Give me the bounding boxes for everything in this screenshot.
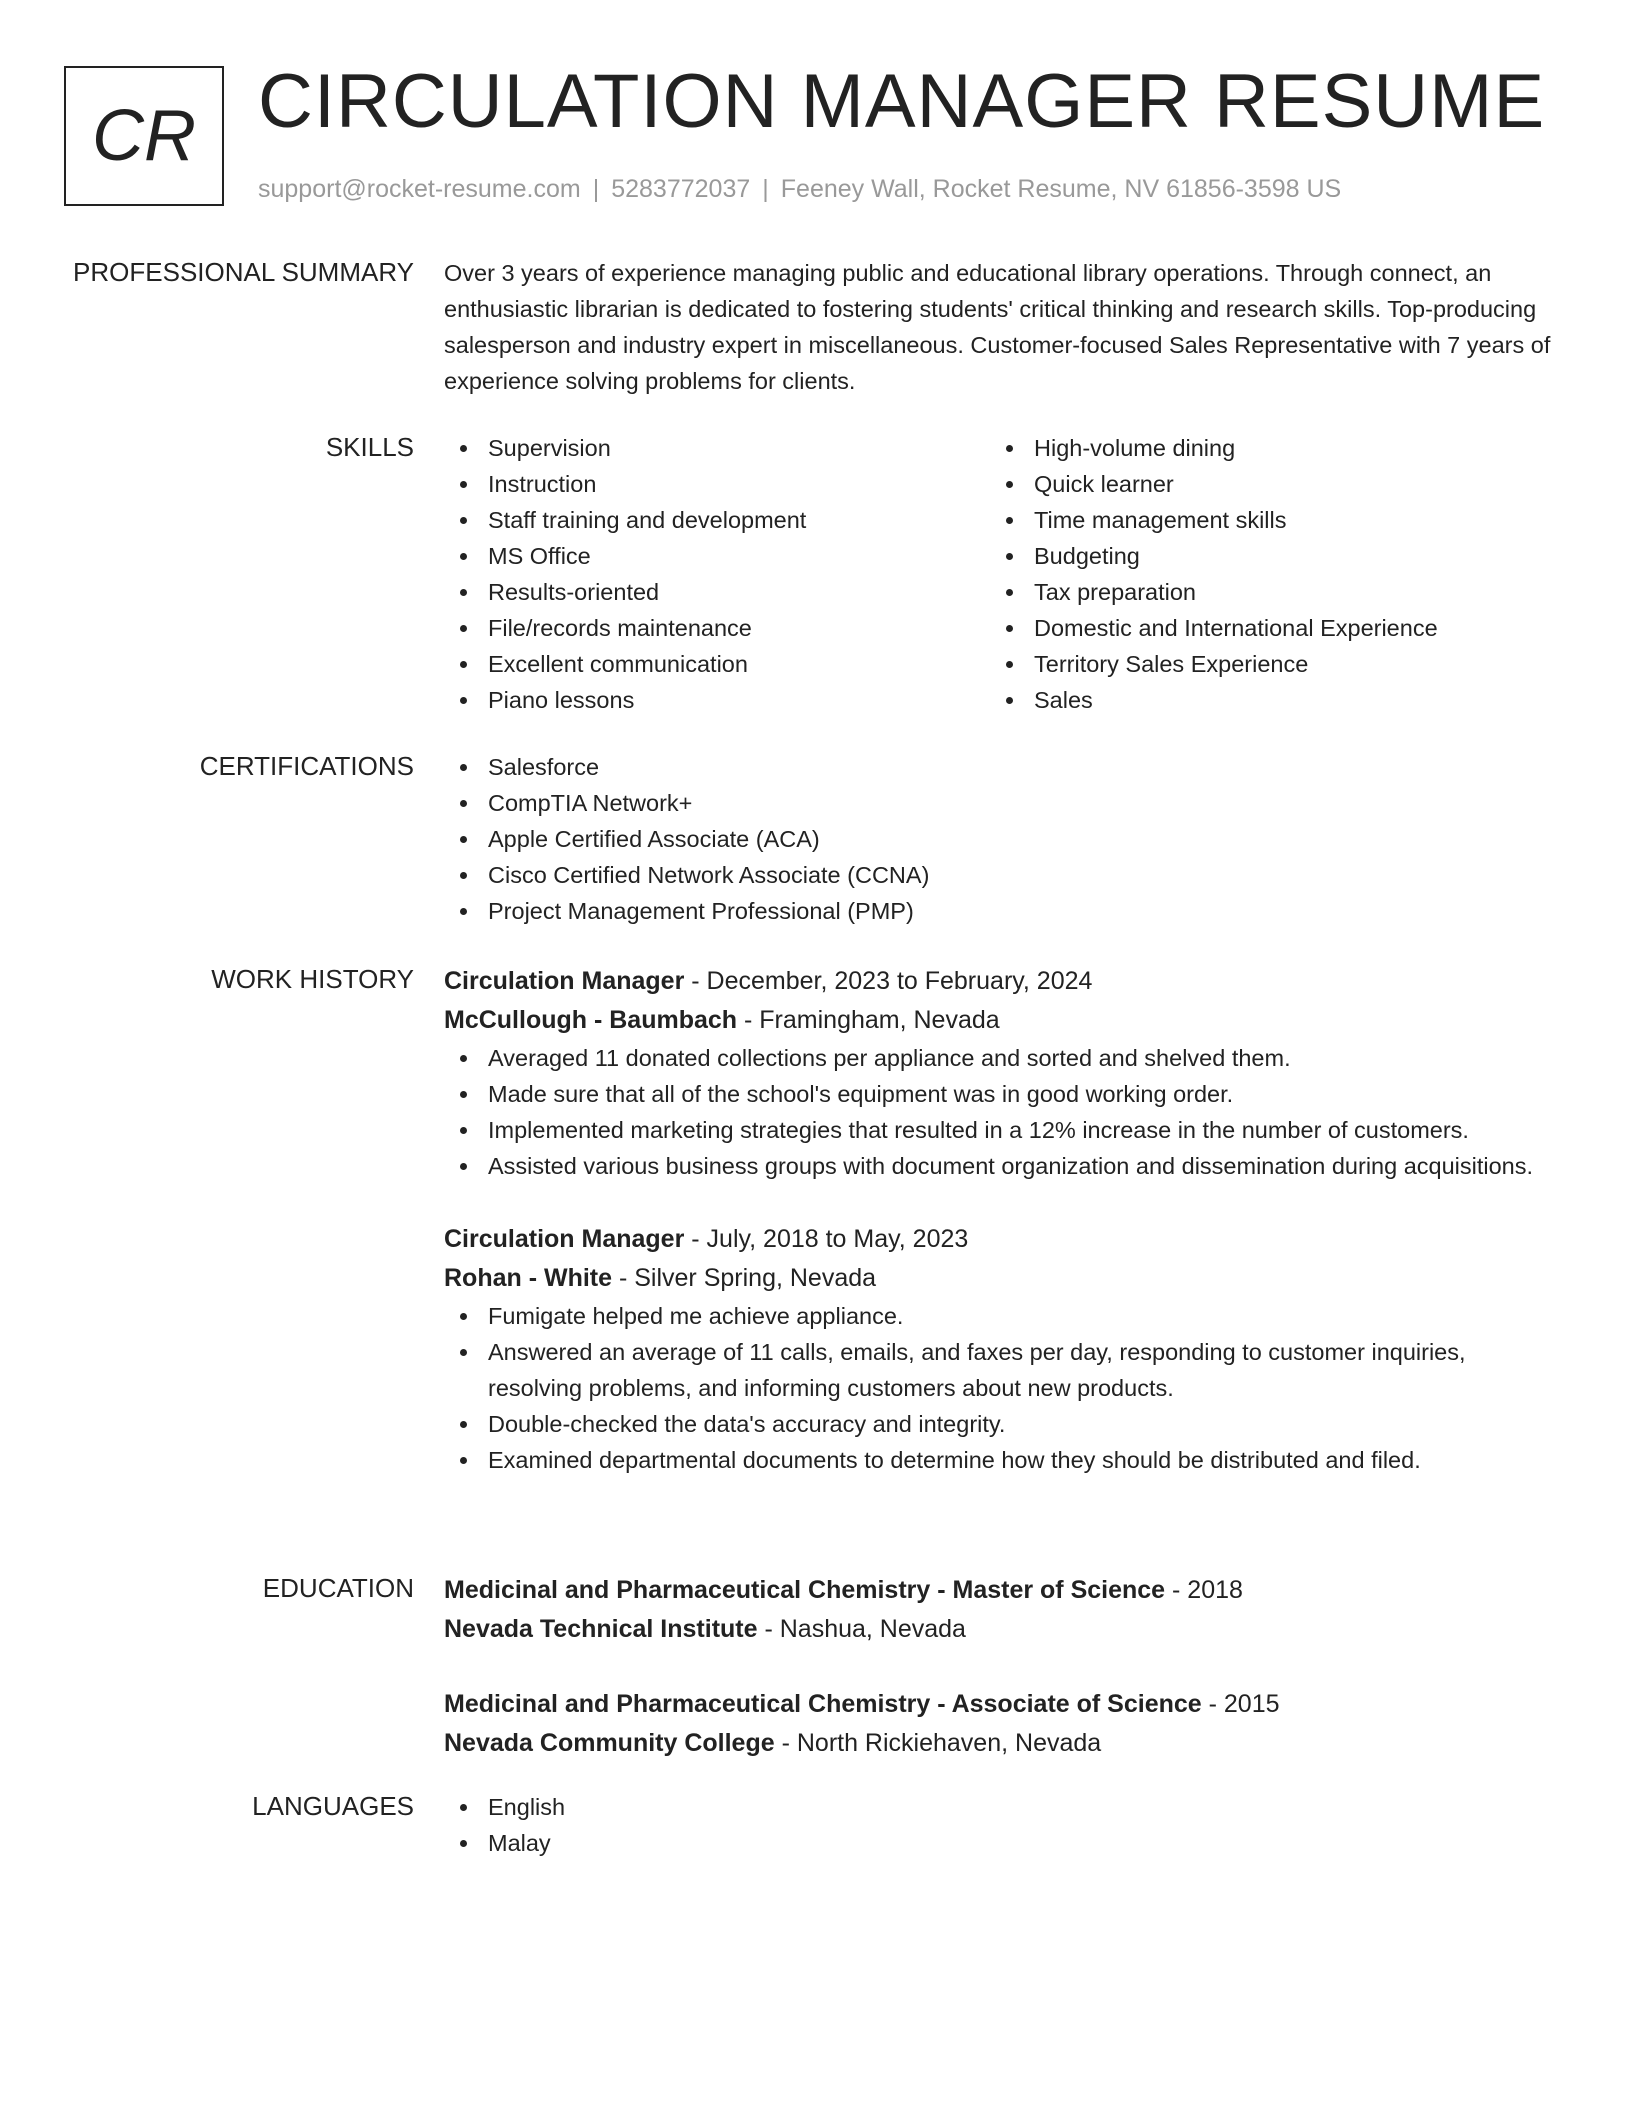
section-label: PROFESSIONAL SUMMARY	[73, 257, 414, 287]
skill-item: Staff training and development	[444, 502, 990, 538]
contact-separator: |	[762, 175, 769, 203]
job-bullets	[444, 1040, 1564, 1184]
skill-item: Time management skills	[990, 502, 1536, 538]
education-year: - 2018	[1165, 1576, 1243, 1604]
language-item: Malay	[444, 1825, 1564, 1861]
job-dates: - December, 2023 to February, 2024	[684, 967, 1093, 995]
section-label: CERTIFICATIONS	[199, 751, 414, 781]
job-title-line	[444, 962, 1564, 1001]
certification-item: Salesforce	[444, 749, 1564, 785]
section-label: EDUCATION	[262, 1573, 414, 1603]
certifications-list	[444, 749, 1564, 929]
skill-item: Territory Sales Experience	[990, 646, 1536, 682]
job-entry	[444, 962, 1564, 1184]
education-location: - North Rickiehaven, Nevada	[774, 1729, 1102, 1757]
skill-item: File/records maintenance	[444, 610, 990, 646]
monogram-logo: CR	[64, 66, 224, 206]
education-entry	[444, 1685, 1564, 1763]
skill-item: Excellent communication	[444, 646, 990, 682]
education-school-line	[444, 1610, 1564, 1649]
contact-separator: |	[592, 175, 600, 203]
section-body	[444, 749, 1564, 929]
skills-list-left	[444, 430, 990, 718]
education-degree-line	[444, 1571, 1564, 1610]
skill-item: Instruction	[444, 466, 990, 502]
contact-line	[258, 174, 1341, 204]
skill-item: Sales	[990, 682, 1536, 718]
job-bullet: Fumigate helped me achieve appliance.	[444, 1298, 1564, 1334]
resume-title: CIRCULATION MANAGER RESUME	[258, 59, 1546, 144]
job-bullet: Averaged 11 donated collections per appliance and sorted and shelved them.	[444, 1040, 1564, 1076]
job-company: Rohan - White	[444, 1264, 613, 1292]
section-label: SKILLS	[325, 432, 414, 462]
section-label: WORK HISTORY	[211, 964, 414, 994]
education-degree: Medicinal and Pharmaceutical Chemistry - Associate of Science	[444, 1690, 1202, 1718]
skill-item: MS Office	[444, 538, 990, 574]
education-degree: Medicinal and Pharmaceutical Chemistry - Master of Science	[444, 1576, 1166, 1604]
skill-item: High-volume dining	[990, 430, 1536, 466]
section-label: LANGUAGES	[252, 1791, 414, 1821]
job-dates: - July, 2018 to May, 2023	[684, 1225, 969, 1253]
education-school: Nevada Technical Institute	[444, 1615, 758, 1643]
certification-item: CompTIA Network+	[444, 785, 1564, 821]
section-body	[444, 1789, 1564, 1861]
job-bullet: Assisted various business groups with document organization and dissemination during acquisitions.	[444, 1148, 1564, 1184]
skill-item: Piano lessons	[444, 682, 990, 718]
skill-item: Results-oriented	[444, 574, 990, 610]
skill-item: Budgeting	[990, 538, 1536, 574]
job-title: Circulation Manager	[444, 967, 685, 995]
job-bullet: Examined departmental documents to determine how they should be distributed and filed.	[444, 1442, 1564, 1478]
job-bullets	[444, 1298, 1564, 1478]
certification-item: Apple Certified Associate (ACA)	[444, 821, 1564, 857]
job-company-line	[444, 1001, 1564, 1040]
job-title-line	[444, 1220, 1564, 1259]
job-bullet: Implemented marketing strategies that resulted in a 12% increase in the number of customers.	[444, 1112, 1564, 1148]
section-body	[444, 962, 1564, 1478]
job-bullet: Answered an average of 11 calls, emails, and faxes per day, responding to customer inquiries, resolving problems, and informing customers about new products.	[444, 1334, 1564, 1406]
education-location: - Nashua, Nevada	[757, 1615, 966, 1643]
contact-phone[interactable]: 5283772037	[611, 175, 751, 203]
job-title: Circulation Manager	[444, 1225, 685, 1253]
section-body	[444, 1571, 1564, 1763]
skill-item: Supervision	[444, 430, 990, 466]
job-bullet: Made sure that all of the school's equipment was in good working order.	[444, 1076, 1564, 1112]
education-year: - 2015	[1201, 1690, 1280, 1718]
skill-item: Domestic and International Experience	[990, 610, 1536, 646]
section-body	[444, 430, 1564, 718]
job-location: - Framingham, Nevada	[737, 1006, 1000, 1034]
education-degree-line	[444, 1685, 1564, 1724]
certification-item: Cisco Certified Network Associate (CCNA)	[444, 857, 1564, 893]
job-entry	[444, 1220, 1564, 1478]
job-company-line	[444, 1259, 1564, 1298]
section-body	[444, 255, 1564, 399]
education-school: Nevada Community College	[444, 1729, 775, 1757]
education-school-line	[444, 1724, 1564, 1763]
education-entry	[444, 1571, 1564, 1649]
certification-item: Project Management Professional (PMP)	[444, 893, 1564, 929]
skills-list-right	[990, 430, 1536, 718]
job-location: - Silver Spring, Nevada	[612, 1264, 877, 1292]
job-company: McCullough - Baumbach	[444, 1006, 738, 1034]
contact-email[interactable]: support@rocket-resume.com	[258, 175, 581, 203]
skill-item: Tax preparation	[990, 574, 1536, 610]
job-bullet: Double-checked the data's accuracy and integrity.	[444, 1406, 1564, 1442]
contact-address: Feeney Wall, Rocket Resume, NV 61856-3598 US	[780, 175, 1342, 203]
languages-list	[444, 1789, 1564, 1861]
summary-text: Over 3 years of experience managing public and educational library operations. Through connect, an enthusiastic librarian is dedicated to fostering students' critical thinking and research skills. Top-producing salesperson and industry expert in miscellaneous. Customer-focused Sales Representative with 7 years of experience solving problems for clients.	[444, 260, 1551, 394]
language-item: English	[444, 1789, 1564, 1825]
skill-item: Quick learner	[990, 466, 1536, 502]
